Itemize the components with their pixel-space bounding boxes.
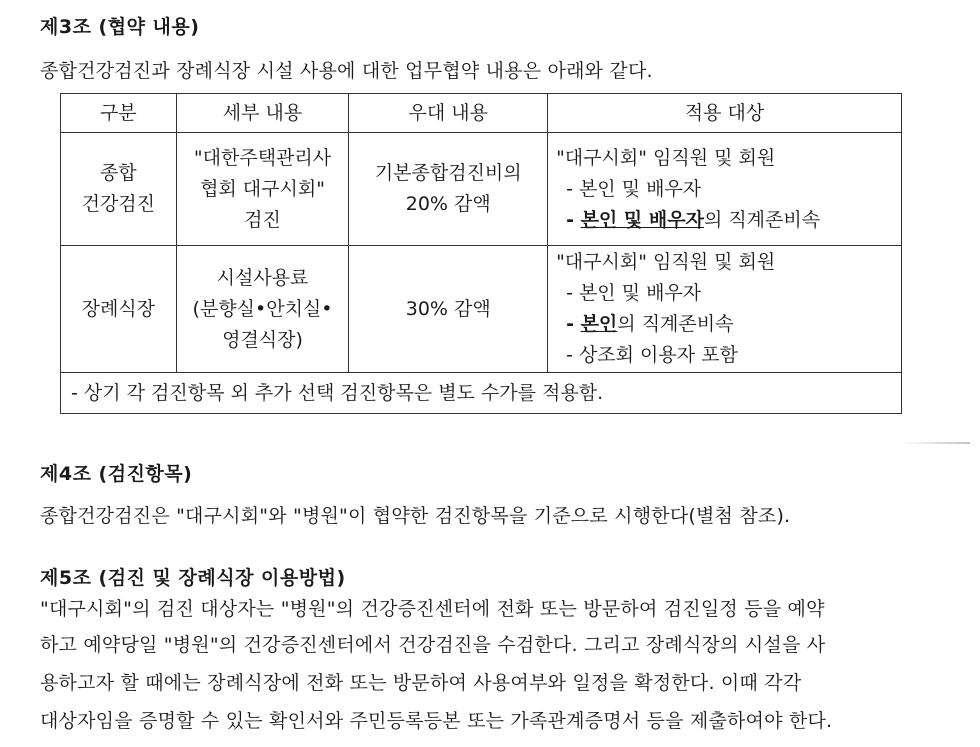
header-benefit: 우대 내용 xyxy=(349,94,548,133)
row-category xyxy=(61,133,177,246)
article-5-line: "대구시회"의 검진 대상자는 "병원"의 건강증진센터에 전화 또는 방문하여 검진일정 등을 예약 xyxy=(40,598,825,620)
table-note-row xyxy=(61,373,902,414)
target-line: - 상조회 이용자 포함 xyxy=(566,344,738,366)
article-4-heading: 제4조 (검진항목) xyxy=(40,463,193,485)
agreement-table xyxy=(60,93,902,414)
target-emphasis: 본인 xyxy=(580,313,618,335)
table-row xyxy=(61,246,902,373)
target-suffix: 의 직계존비속 xyxy=(617,313,734,335)
table-note: - 상기 각 검진항목 외 추가 선택 검진항목은 별도 수가를 적용함. xyxy=(61,373,902,414)
article-5-line: 용하고자 할 때에는 장례식장에 전화 또는 방문하여 사용여부와 일정을 확정한다. 이때 각각 xyxy=(40,672,802,694)
row-detail-line: (분향실•안치실• xyxy=(192,297,333,320)
row-target xyxy=(548,133,902,246)
row-category-line: 장례식장 xyxy=(81,297,156,320)
row-benefit-line: 20% 감액 xyxy=(405,193,491,215)
header-target: 적용 대상 xyxy=(548,94,902,133)
target-line: "대구시회" 임직원 및 회원 xyxy=(556,146,776,169)
header-detail: 세부 내용 xyxy=(176,94,349,133)
target-line: - 본인 및 배우자 xyxy=(566,177,702,200)
table-header-row xyxy=(61,94,902,133)
row-detail xyxy=(176,133,349,246)
row-detail-line: 영결식장) xyxy=(222,328,303,351)
row-target xyxy=(548,246,902,373)
row-benefit xyxy=(349,133,548,246)
row-detail-line: 협회 대구시회" xyxy=(200,177,325,200)
header-category: 구분 xyxy=(61,94,177,133)
row-detail-line: 시설사용료 xyxy=(216,266,309,289)
article-5-line: 대상자임을 증명할 수 있는 확인서와 주민등록등본 또는 가족관계증명서 등을 제출하여야 한다. xyxy=(40,710,833,732)
table-row xyxy=(61,133,902,246)
article-5-line: 하고 예약당일 "병원"의 건강증진센터에서 건강검진을 수검한다. 그리고 장례식장의 시설을 사 xyxy=(40,634,826,656)
scan-artifact xyxy=(900,442,970,444)
target-line: - 본인 및 배우자 xyxy=(566,282,702,304)
row-benefit-line: 기본종합검진비의 xyxy=(374,162,522,184)
article-3-intro: 종합건강검진과 장례식장 시설 사용에 대한 업무협약 내용은 아래와 같다. xyxy=(40,60,653,82)
row-benefit xyxy=(349,246,548,373)
target-dash: - xyxy=(566,313,581,335)
row-detail-line: "대한주택관리사 xyxy=(193,146,332,169)
row-category-line: 종합 xyxy=(99,162,137,184)
target-dash: - xyxy=(566,208,581,231)
article-5-heading: 제5조 (검진 및 장례식장 이용방법) xyxy=(40,567,346,589)
target-line xyxy=(556,309,895,340)
row-detail xyxy=(176,246,349,373)
article-3-heading: 제3조 (협약 내용) xyxy=(40,16,200,38)
target-line: "대구시회" 임직원 및 회원 xyxy=(556,251,776,273)
row-benefit-line: 30% 감액 xyxy=(405,297,491,320)
target-line xyxy=(556,205,895,236)
row-category-line: 건강검진 xyxy=(81,193,156,215)
target-suffix: 의 직계존비속 xyxy=(703,208,821,231)
row-category xyxy=(61,246,177,373)
target-emphasis: 본인 및 배우자 xyxy=(580,208,704,231)
row-detail-line: 검진 xyxy=(244,208,281,231)
article-4-body: 종합건강검진은 "대구시회"와 "병원"이 협약한 검진항목을 기준으로 시행한다(별첨 참조). xyxy=(40,505,791,527)
